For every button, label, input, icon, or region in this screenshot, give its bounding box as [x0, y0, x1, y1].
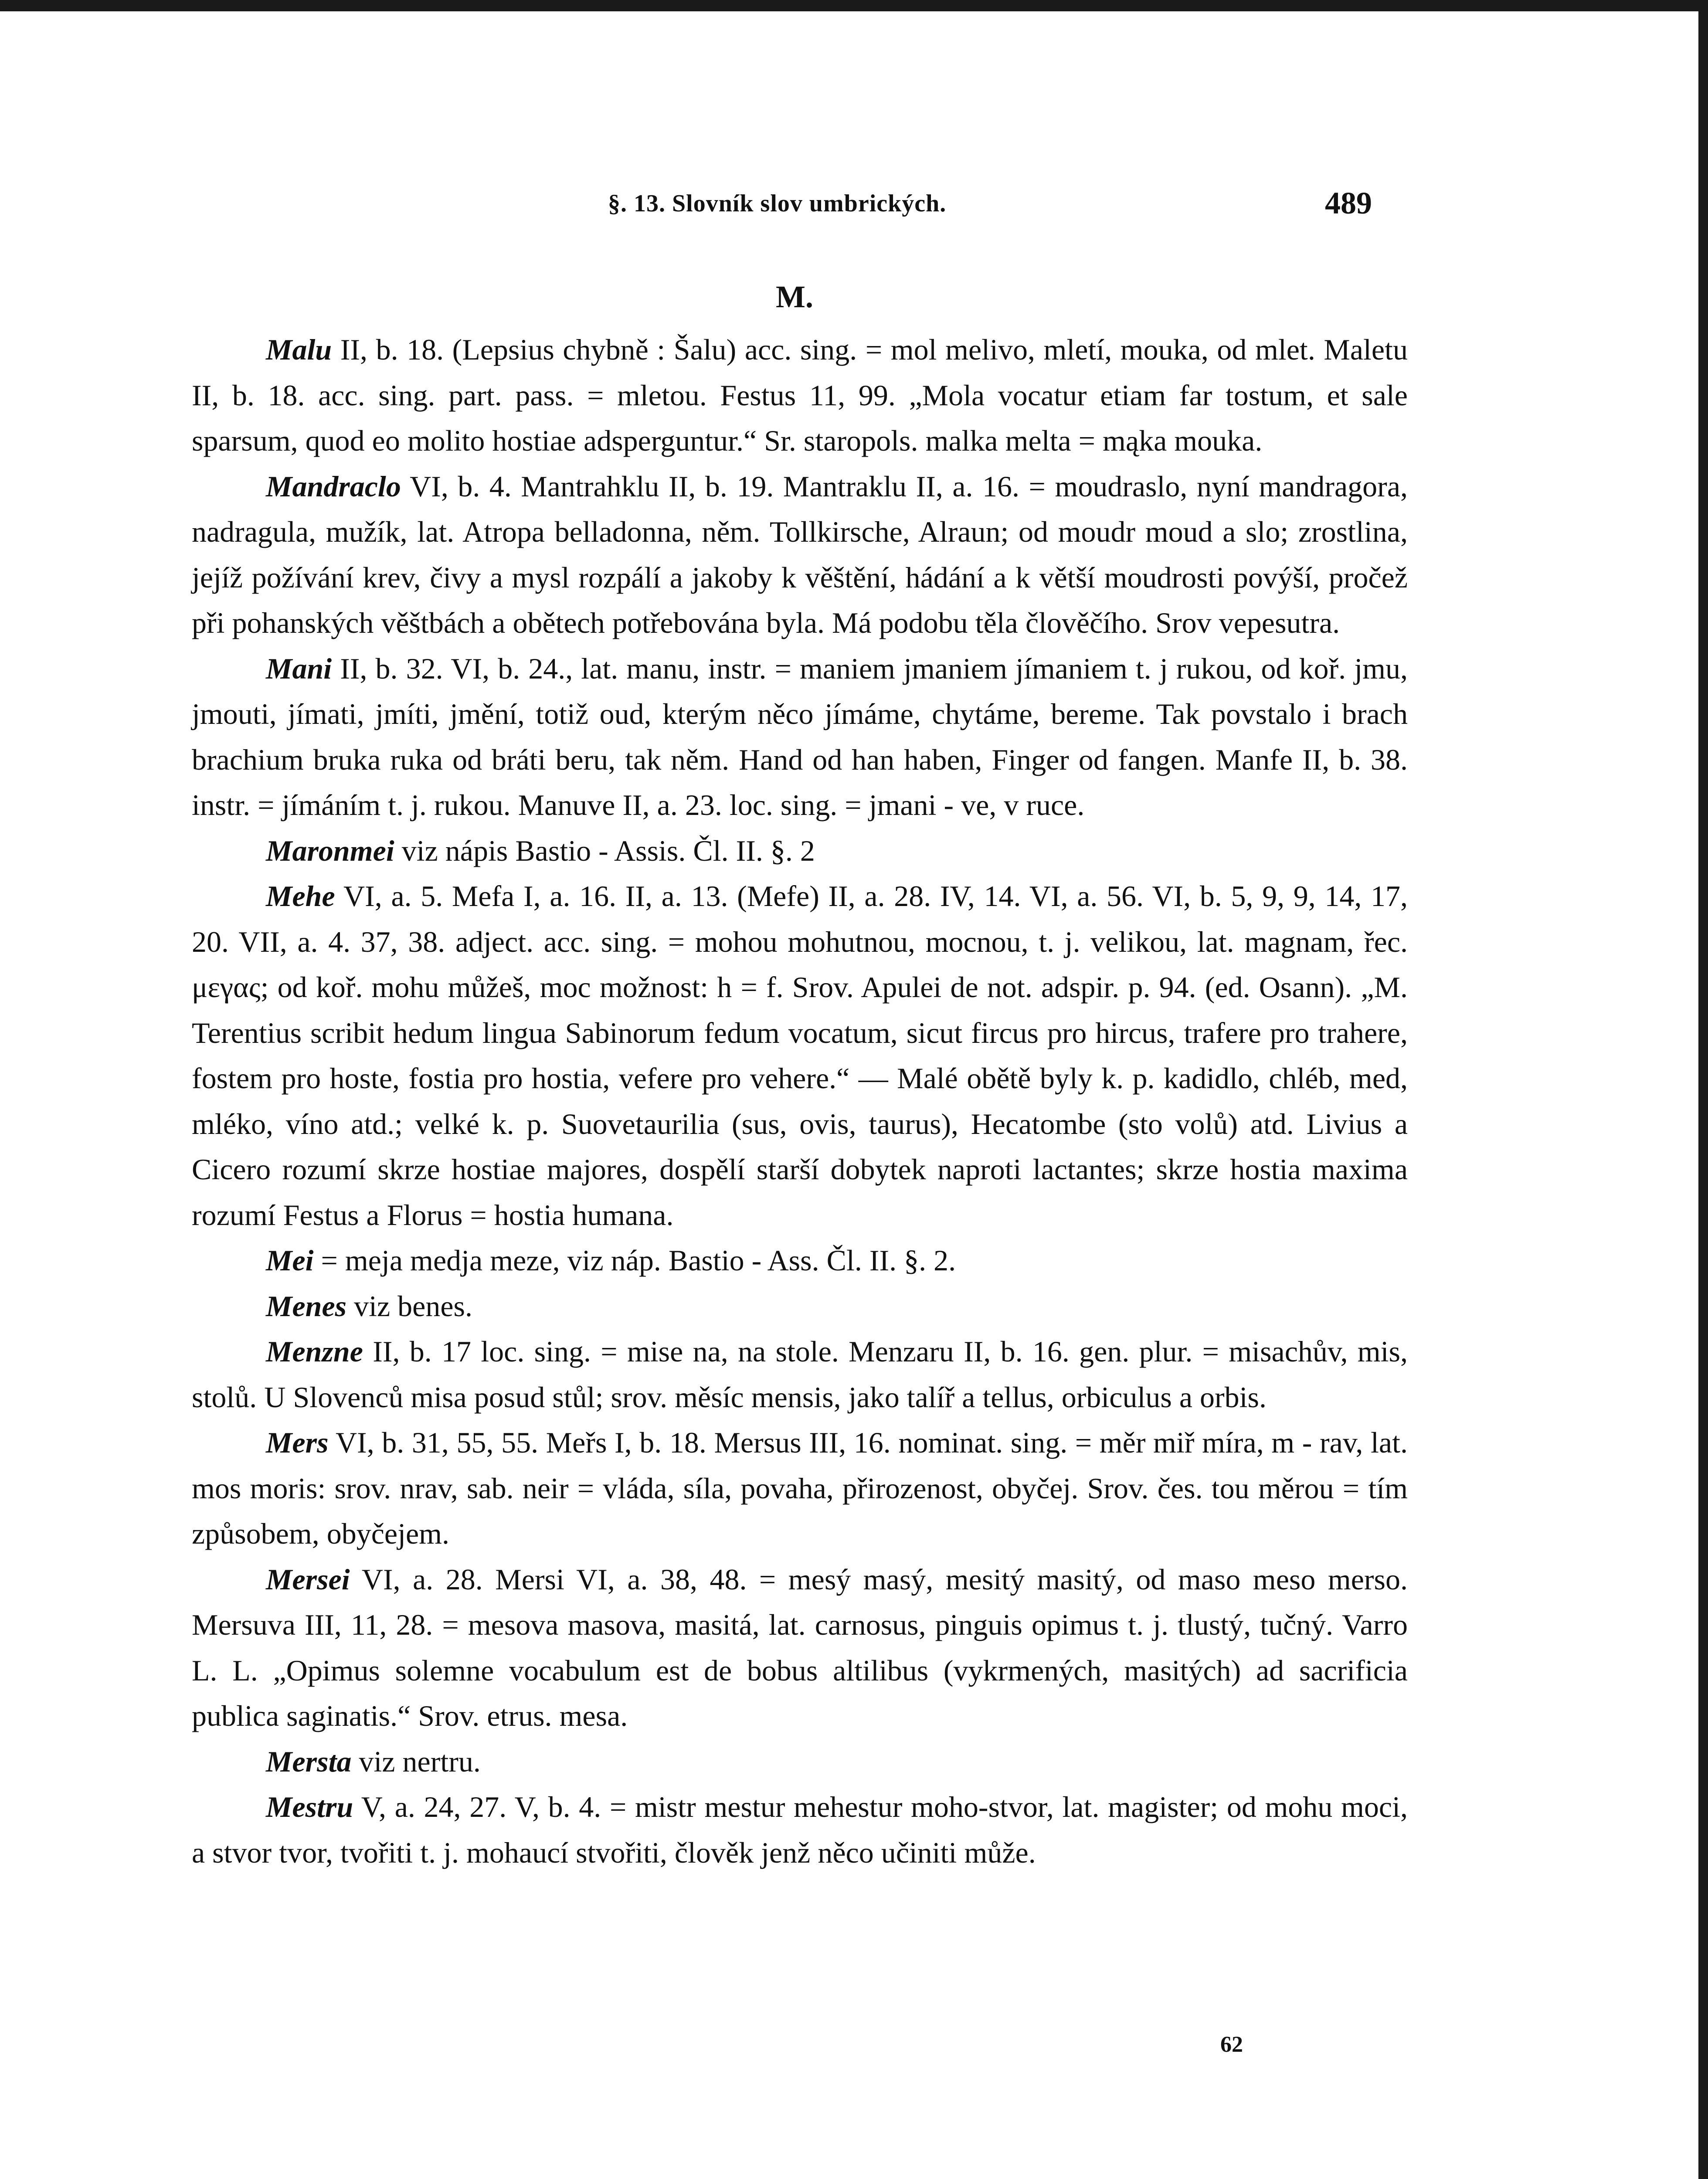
entry-headword: Mers — [266, 1426, 329, 1459]
entry-headword: Mestru — [266, 1790, 353, 1823]
dictionary-entry — [192, 873, 1408, 1238]
entry-body: VI, a. 5. Mefa I, a. 16. II, a. 13. (Mefe) II, a. 28. IV, 14. VI, a. 56. VI, b. 5, 9, 9, 14, 17, 20. VII, a. 4. 37, 38. adject. acc. sing. = mohou mohutnou, mocnou, t. j. velikou, lat. magnam, řec. μεγας; od koř. mohu můžeš, moc možnost: h = f. Srov. Apulei de not. adspir. p. 94. (ed. Osann). „M. Terentius scribit hedum lingua Sabinorum fedum vocatum, sicut fircus pro hircus, trafere pro trahere, fostem pro hoste, fostia pro hostia, vefere pro vehere.“ — Malé obětě byly k. p. kadidlo, chléb, med, mléko, víno atd.; velké k. p. Suovetaurilia (sus, ovis, taurus), Hecatombe (sto volů) atd. Livius a Cicero rozumí skrze hostiae majores, dospělí starší dobytek naproti lactantes; skrze hostia maxima rozumí Festus a Florus = hostia humana. — [192, 879, 1408, 1232]
entry-body: II, b. 32. VI, b. 24., lat. manu, instr. = maniem jmaniem jímaniem t. j rukou, od koř. jmu, jmouti, jímati, jmíti, jmění, totiž oud, kterým něco jímáme, chytáme, bereme. Tak povstalo i brach brachium bruka ruka od bráti beru, tak něm. Hand od han haben, Finger od fangen. Manfe II, b. 38. instr. = jímáním t. j. rukou. Manuve II, a. 23. loc. sing. = jmani - ve, v ruce. — [192, 652, 1408, 821]
entry-headword: Maronmei — [266, 834, 394, 867]
entry-headword: Mersei — [266, 1562, 350, 1596]
dictionary-entry — [192, 1329, 1408, 1420]
scan-border-right — [1698, 0, 1708, 2179]
scan-border-top — [0, 0, 1708, 11]
dictionary-entry — [192, 1283, 1408, 1329]
entry-headword: Mei — [266, 1244, 314, 1277]
dictionary-entry — [192, 327, 1408, 464]
entry-headword: Mehe — [266, 879, 335, 913]
dictionary-entry — [192, 1557, 1408, 1739]
entry-body: VI, b. 4. Mantrahklu II, b. 19. Mantraklu II, a. 16. = moudraslo, nyní mandragora, nadragula, mužík, lat. Atropa belladonna, něm. Tollkirsche, Alraun; od moudr moud a slo; zrostlina, jejíž požívání krev, čivy a mysl rozpálí a jakoby k věštění, hádání a k větší moudrosti povýší, pročež při pohanských věštbách a obětech potřebována byla. Má podobu těla člověčího. Srov vepesutra. — [192, 469, 1408, 639]
dictionary-entry — [192, 1739, 1408, 1785]
dictionary-entry — [192, 1420, 1408, 1557]
signature-mark: 62 — [1220, 2032, 1243, 2057]
entry-body: viz benes. — [346, 1289, 473, 1323]
running-head: §. 13. Slovník slov umbrických. — [608, 190, 947, 217]
page-header — [0, 185, 1708, 233]
entry-headword: Mandraclo — [266, 469, 401, 503]
entry-body: II, b. 17 loc. sing. = mise na, na stole. Menzaru II, b. 16. gen. plur. = misachův, mis, stolů. U Slovenců misa posud stůl; srov. měsíc mensis, jako talíř a tellus, orbiculus a orbis. — [192, 1335, 1408, 1414]
entry-body: VI, a. 28. Mersi VI, a. 38, 48. = mesý masý, mesitý masitý, od maso meso merso. Mersuva III, 11, 28. = mesova masova, masitá, lat. carnosus, pinguis opimus t. j. tlustý, tučný. Varro L. L. „Opimus solemne vocabulum est de bobus altilibus (vykrmených, masitých) ad sacrificia publica saginatis.“ Srov. etrus. mesa. — [192, 1562, 1408, 1732]
dictionary-entry — [192, 1238, 1408, 1283]
entry-body: II, b. 18. (Lepsius chybně : Šalu) acc. sing. = mol melivo, mletí, mouka, od mlet. Maletu II, b. 18. acc. sing. part. pass. = mletou. Festus 11, 99. „Mola vocatur etiam far tostum, et sale sparsum, quod eo molito hostiae adsperguntur.“ Sr. staropols. malka melta = mąka mouka. — [192, 333, 1408, 457]
entry-body: VI, b. 31, 55, 55. Meřs I, b. 18. Mersus III, 16. nominat. sing. = měr miř míra, m - rav, lat. mos moris: srov. nrav, sab. neir = vláda, síla, povaha, přirozenost, obyčej. Srov. čes. tou měrou = tím způsobem, obyčejem. — [192, 1426, 1408, 1550]
entry-body: = meja medja meze, viz náp. Bastio - Ass. Čl. II. §. 2. — [313, 1244, 956, 1277]
entry-headword: Menes — [266, 1289, 347, 1323]
entry-body: V, a. 24, 27. V, b. 4. = mistr mestur mehestur moho-stvor, lat. magister; od mohu moci, a stvor tvor, tvořiti t. j. mohaucí stvořiti, člověk jenž něco učiniti může. — [192, 1790, 1408, 1869]
entry-headword: Menzne — [266, 1335, 363, 1368]
dictionary-entry — [192, 1784, 1408, 1875]
entry-body: viz nertru. — [351, 1745, 481, 1778]
entry-headword: Mersta — [266, 1745, 352, 1778]
dictionary-entry — [192, 464, 1408, 646]
page-number: 489 — [1325, 186, 1372, 221]
dictionary-entry — [192, 828, 1408, 874]
entry-headword: Mani — [266, 652, 332, 685]
dictionary-text — [192, 327, 1408, 1875]
dictionary-entry — [192, 646, 1408, 828]
entry-body: viz nápis Bastio - Assis. Čl. II. §. 2 — [394, 834, 815, 867]
section-letter: M. — [776, 279, 813, 314]
entry-headword: Malu — [266, 333, 332, 366]
